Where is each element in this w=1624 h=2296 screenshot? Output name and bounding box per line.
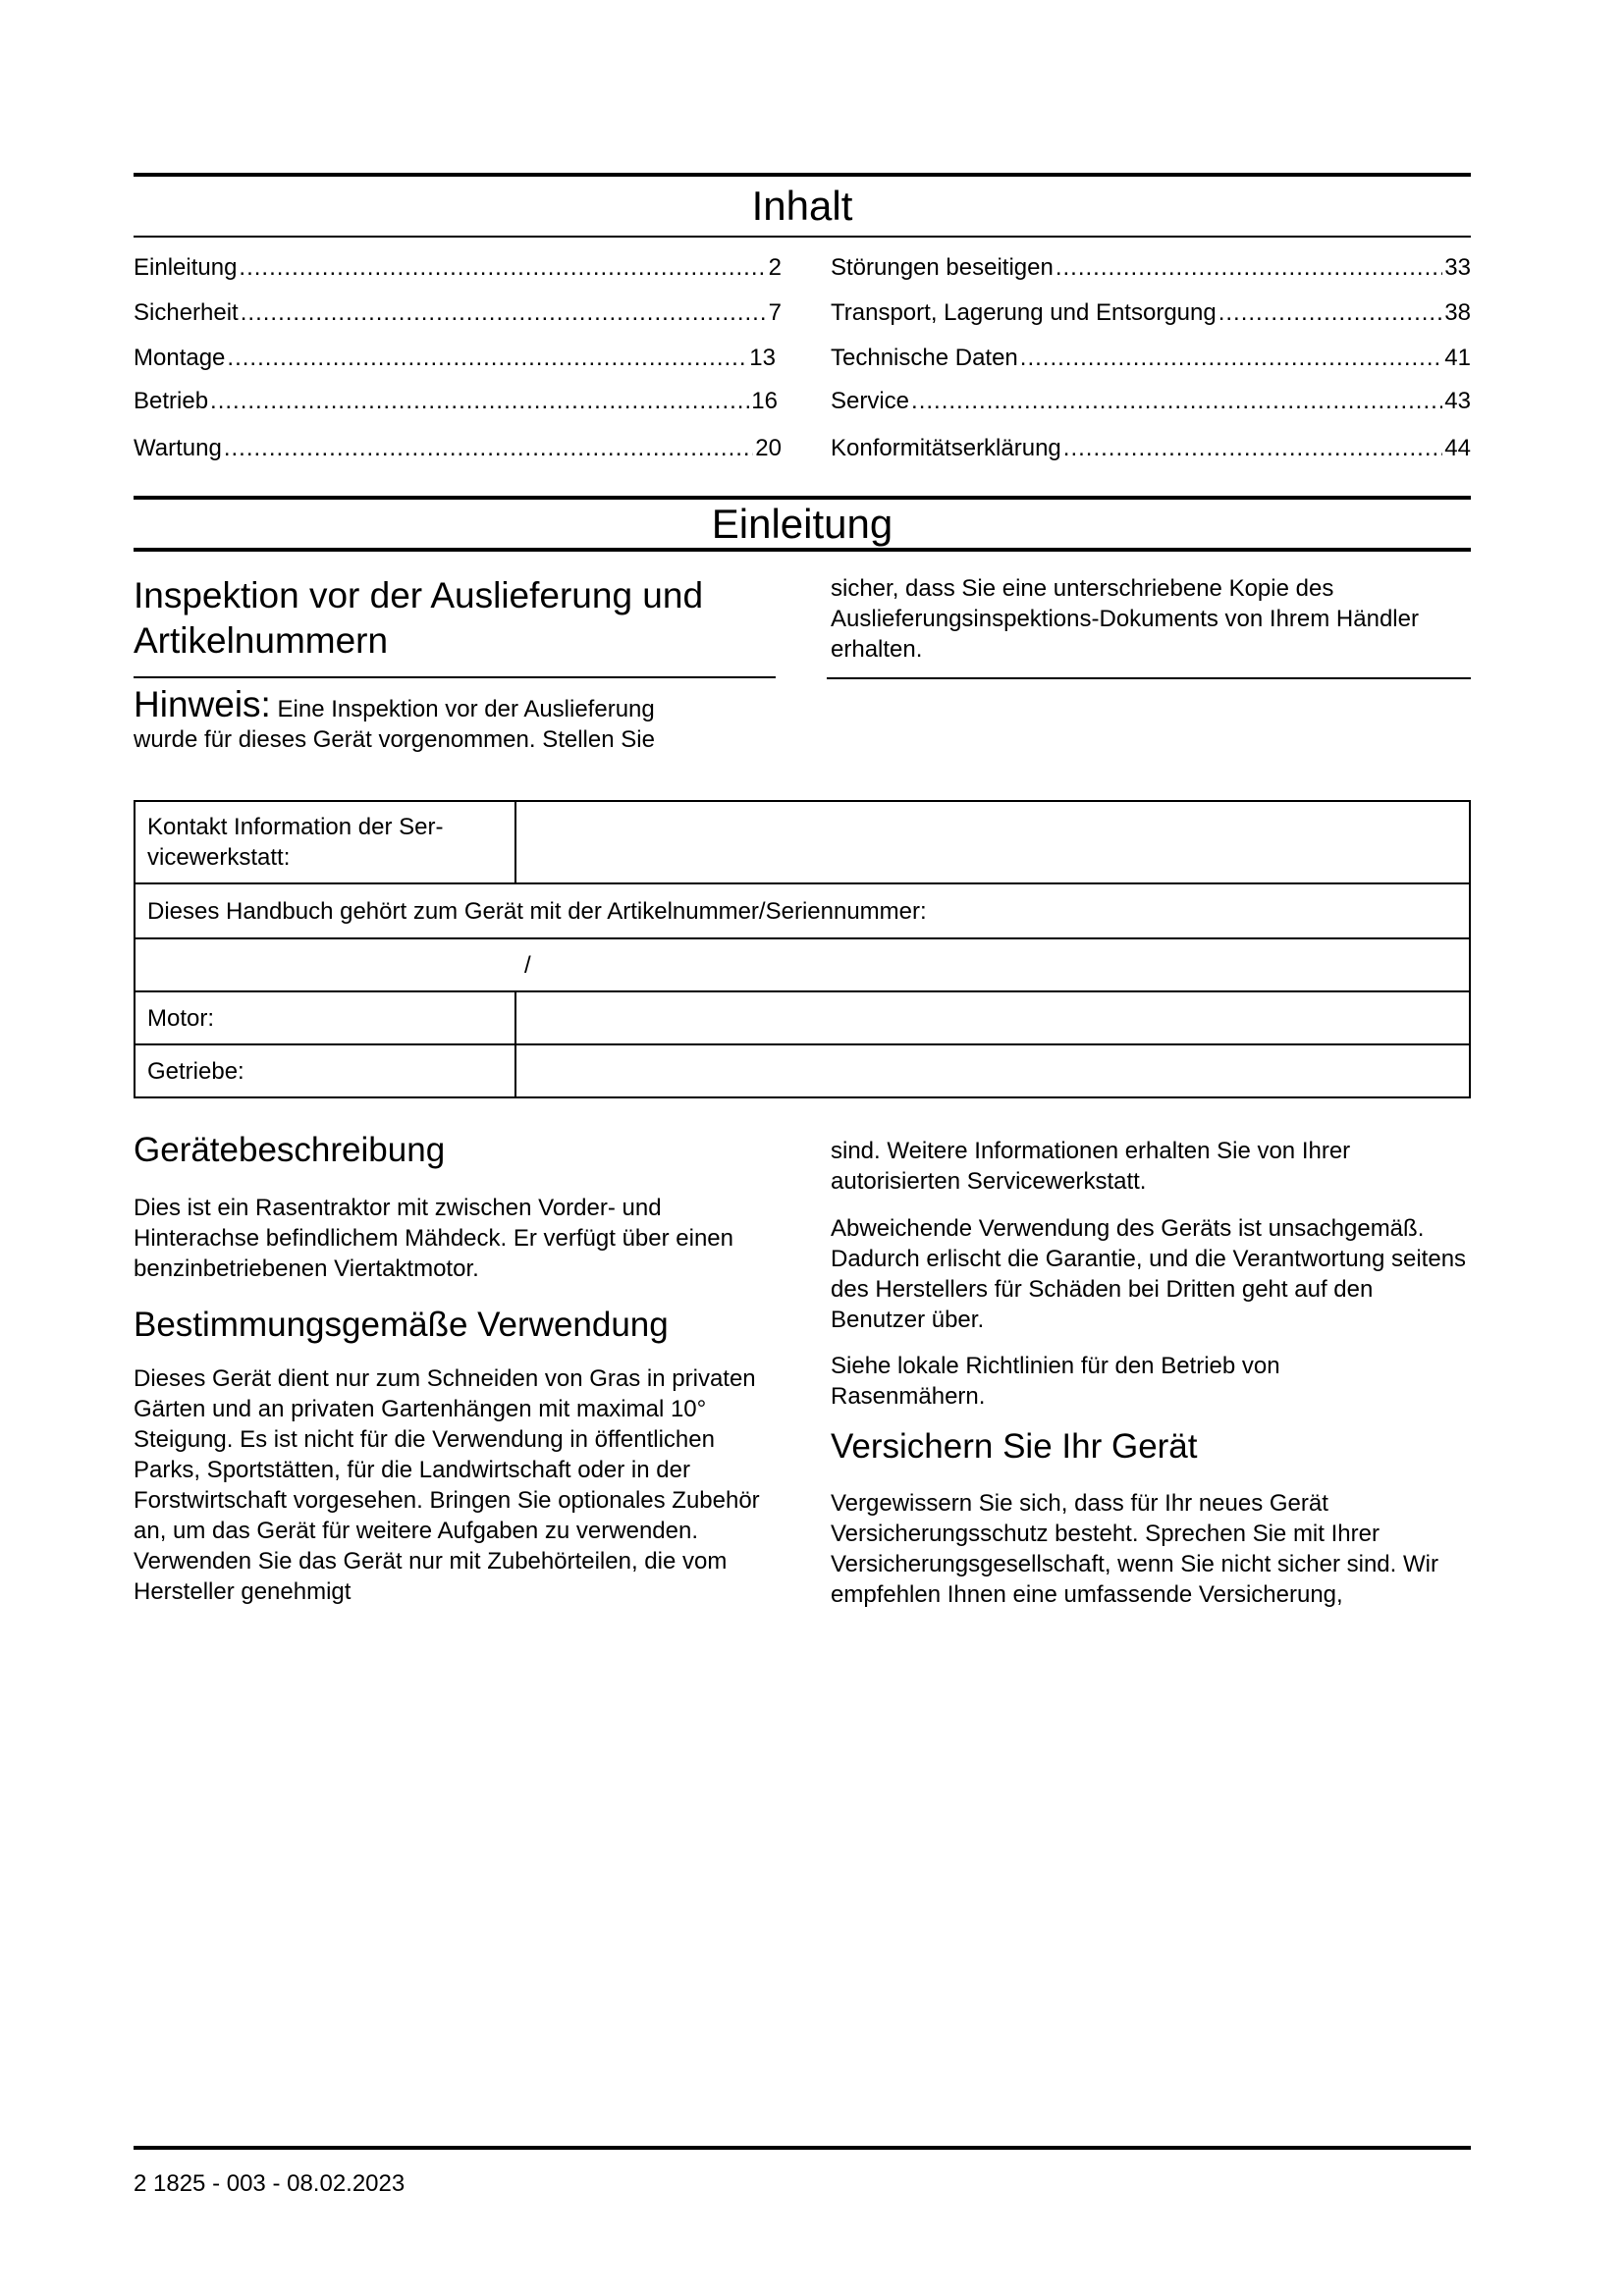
toc-entry[interactable]: [831, 253, 1471, 283]
toc-entry-label: Service: [831, 388, 910, 414]
description-heading: Gerätebeschreibung: [134, 1131, 446, 1169]
intended-use-continued: sind. Weitere Informationen erhalten Sie von Ihrer autorisierten Servicewerkstatt.: [831, 1138, 1351, 1195]
toc-entry-label: Wartung: [134, 435, 222, 461]
intro-title: Einleitung: [711, 501, 893, 547]
toc-entry[interactable]: [134, 434, 782, 463]
toc-entry-label: Betrieb: [134, 388, 209, 414]
contact-value-field[interactable]: [515, 801, 1470, 883]
toc-entry-page: 43: [1444, 388, 1471, 414]
description-text: Dies ist ein Rasentraktor mit zwischen Vorder- und Hinterachse befindlichem Mähdeck. Er verfügt über einen benzinbetriebenen Viertaktmotor.: [134, 1195, 733, 1282]
getriebe-value-field[interactable]: [515, 1044, 1470, 1097]
toc-entry-page: 38: [1444, 299, 1471, 326]
toc-entry-label: Montage: [134, 345, 226, 371]
toc-entry-label: Technische Daten: [831, 345, 1018, 371]
getriebe-label: Getriebe:: [135, 1044, 515, 1097]
hinweis-text: Eine Inspektion vor der Auslieferung wurde für dieses Gerät vorgenommen. Stellen Sie: [134, 696, 655, 753]
footer-doc-id: 2 1825 - 003 - 08.02.2023: [134, 2170, 406, 2197]
inspection-continued: sicher, dass Sie eine unterschriebene Kopie des Auslieferungsinspektions-Dokuments von Ihrem Händler erhalten.: [831, 575, 1419, 663]
inspection-continued-rule: [827, 677, 1471, 679]
toc-entry[interactable]: [134, 298, 782, 328]
footer-rule: [134, 2146, 1471, 2150]
motor-label: Motor:: [135, 991, 515, 1044]
misuse-text: Abweichende Verwendung des Geräts ist unsachgemäß. Dadurch erlischt die Garantie, und die Verantwortung seitens des Herstellers für Schäden bei Dritten geht auf den Benutzer über.: [831, 1215, 1467, 1333]
intended-use-heading: Bestimmungsgemäße Verwendung: [134, 1306, 669, 1344]
insurance-text: Vergewissern Sie sich, dass für Ihr neues Gerät Versicherungsschutz besteht. Sprechen Sie mit Ihrer Versicherungsgesellschaft, wenn Sie nicht sicher sind. Wir empfehlen Ihnen eine umfassende Versicherung,: [831, 1490, 1438, 1608]
insurance-heading: Versichern Sie Ihr Gerät: [831, 1427, 1198, 1466]
manual-serial-text: Dieses Handbuch gehört zum Gerät mit der Artikelnummer/Seriennummer:: [135, 883, 1470, 938]
toc-title-rule: [134, 236, 1471, 238]
toc-entry-page: 44: [1444, 435, 1471, 461]
toc-entry-page: 20: [755, 435, 782, 461]
toc-entry[interactable]: [831, 434, 1471, 463]
toc-entry[interactable]: [134, 387, 778, 416]
intended-use-text: Dieses Gerät dient nur zum Schneiden von Gras in privaten Gärten und an privaten Gartenhängen mit maximal 10° Steigung. Es ist nicht für die Verwendung in öffentlichen Parks, Sportstätten, für die Landwirtschaft oder in der Forstwirtschaft vorgesehen. Bringen Sie optionales Zubehör an, um das Gerät für weitere Aufgaben zu verwenden. Verwenden Sie das Gerät nur mit Zubehörteilen, die vom Hersteller genehmigt: [134, 1365, 760, 1605]
table-row: [135, 801, 1470, 883]
toc-entry-label: Störungen beseitigen: [831, 254, 1054, 281]
toc-title: Inhalt: [751, 183, 853, 229]
toc-entry[interactable]: [134, 344, 776, 373]
toc-top-rule: [134, 173, 1471, 177]
inspection-heading-rule: [134, 676, 776, 678]
inspection-heading: Inspektion vor der Auslieferung und Artikelnummern: [134, 575, 704, 661]
toc-entry-page: 2: [768, 254, 782, 281]
hinweis-paragraph: [134, 684, 723, 755]
toc-entry-label: Konformitätserklärung: [831, 435, 1061, 461]
toc-entry[interactable]: [831, 344, 1471, 373]
toc-entry-page: 16: [751, 388, 778, 414]
motor-value-field[interactable]: [515, 991, 1470, 1044]
toc-entry-label: Sicherheit: [134, 299, 239, 326]
intro-top-rule: [134, 496, 1471, 500]
toc-entry[interactable]: [134, 253, 782, 283]
contact-label: Kontakt Information der Ser-vicewerkstatt:: [135, 801, 515, 883]
toc-entry-label: Transport, Lagerung und Entsorgung: [831, 299, 1217, 326]
hinweis-label: Hinweis:: [134, 684, 271, 724]
table-row: [135, 938, 1470, 991]
toc-entry-page: 13: [749, 345, 776, 371]
intro-title-rule: [134, 548, 1471, 552]
table-row: [135, 1044, 1470, 1097]
serial-number-field[interactable]: [135, 938, 1470, 991]
toc-entry-label: Einleitung: [134, 254, 238, 281]
toc-entry-page: 7: [768, 299, 782, 326]
toc-entry-page: 33: [1444, 254, 1471, 281]
table-row: [135, 991, 1470, 1044]
toc-entry[interactable]: [831, 387, 1471, 416]
serial-separator: /: [524, 951, 531, 979]
service-info-table: [134, 800, 1471, 1098]
table-row: [135, 883, 1470, 938]
toc-entry-page: 41: [1444, 345, 1471, 371]
local-guidelines-text: Siehe lokale Richtlinien für den Betrieb von Rasenmähern.: [831, 1353, 1280, 1410]
toc-entry[interactable]: [831, 298, 1471, 328]
